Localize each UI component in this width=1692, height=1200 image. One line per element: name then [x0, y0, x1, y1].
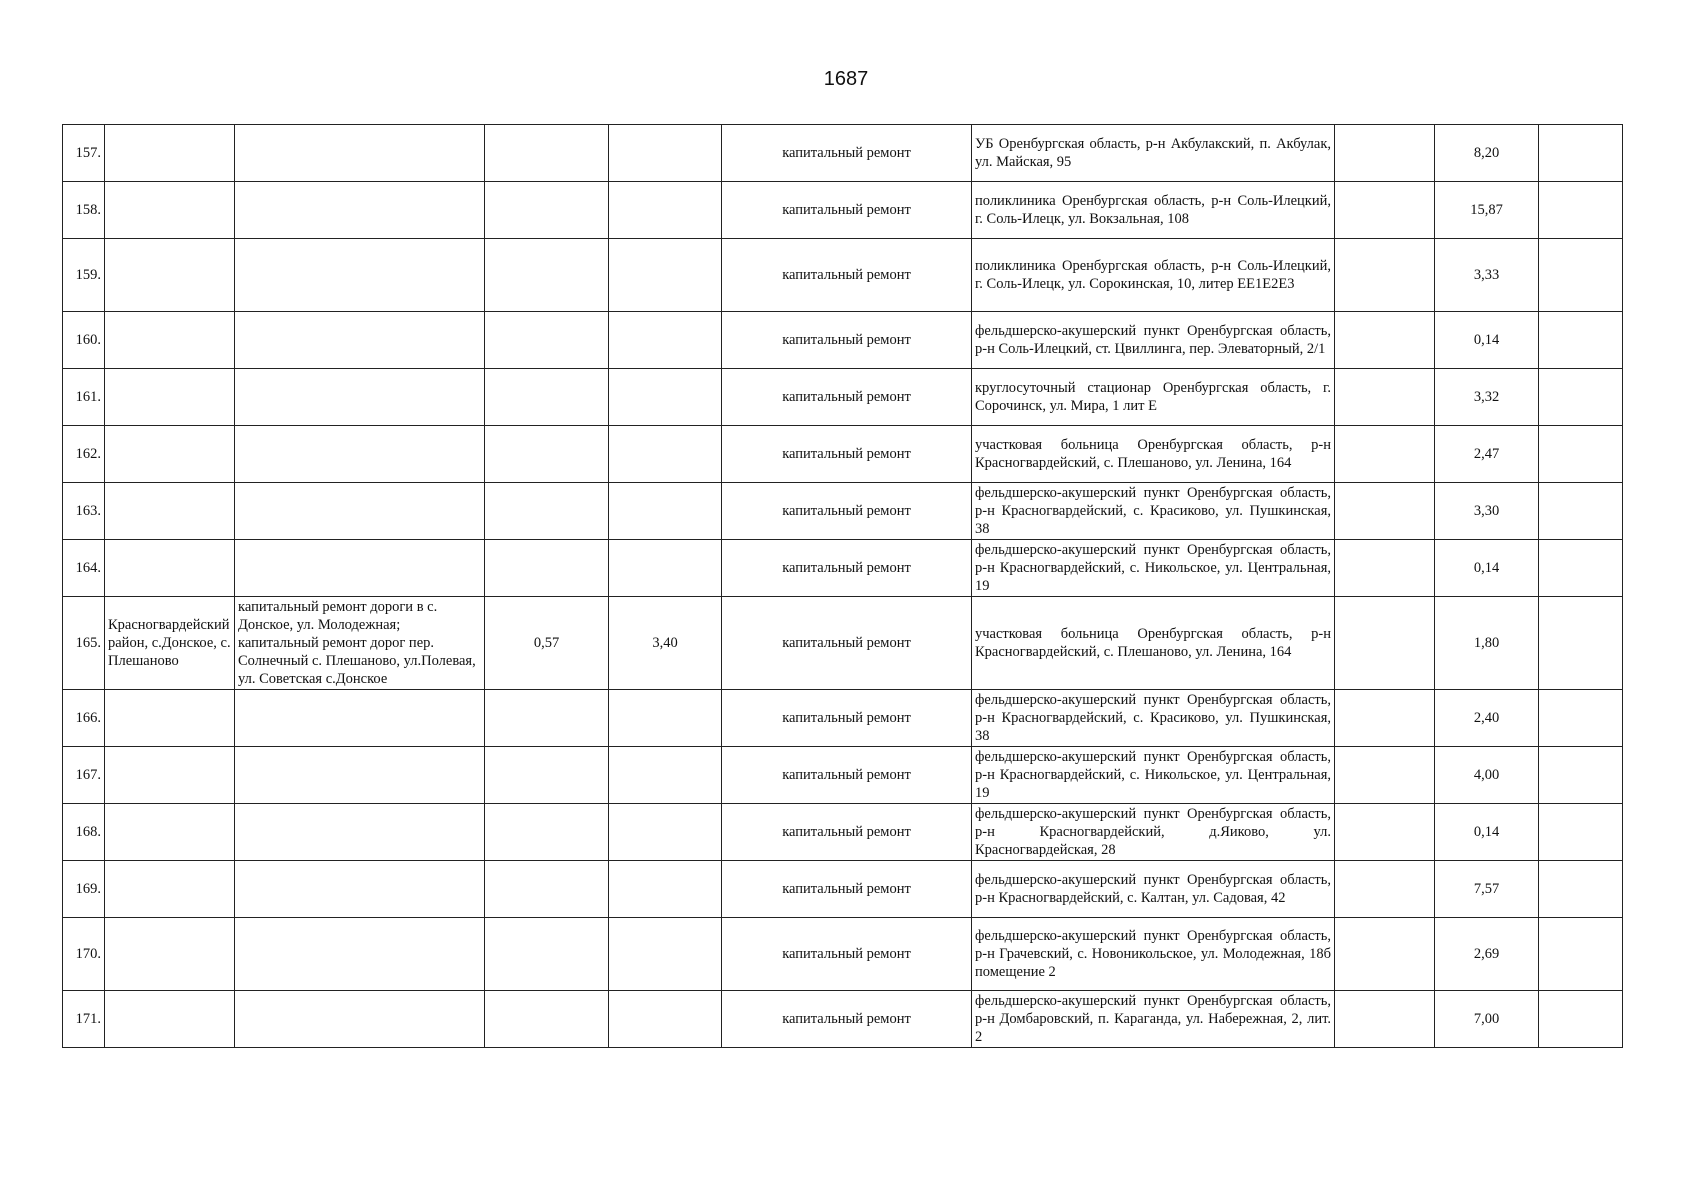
empty-cell — [1539, 426, 1623, 483]
row-number: 164. — [63, 540, 105, 597]
length-cell — [485, 239, 609, 312]
table-row — [63, 540, 1623, 597]
district-cell — [105, 182, 235, 239]
empty-cell — [1539, 804, 1623, 861]
register-table — [62, 124, 1623, 1048]
length-cell — [485, 804, 609, 861]
empty-cell — [1539, 690, 1623, 747]
empty-cell — [1335, 426, 1435, 483]
table-row — [63, 125, 1623, 182]
row-number: 170. — [63, 918, 105, 991]
cost-cell — [609, 426, 722, 483]
length-cell — [485, 312, 609, 369]
empty-cell — [1335, 125, 1435, 182]
road-works-cell — [235, 690, 485, 747]
row-number: 160. — [63, 312, 105, 369]
district-cell — [105, 239, 235, 312]
table-row — [63, 426, 1623, 483]
district-cell — [105, 125, 235, 182]
road-works-cell — [235, 239, 485, 312]
empty-cell — [1539, 747, 1623, 804]
object-address-cell: участковая больница Оренбургская область, р-н Красногвардейский, с. Плешаново, ул. Ленина, 164 — [972, 426, 1335, 483]
work-type-cell: капитальный ремонт — [722, 747, 972, 804]
empty-cell — [1539, 312, 1623, 369]
empty-cell — [1335, 312, 1435, 369]
cost-cell — [609, 540, 722, 597]
road-works-cell: капитальный ремонт дороги в с. Донское, ул. Молодежная; капитальный ремонт дорог пер. Солнечный с. Плешаново, ул.Полевая, ул. Советская с.Донское — [235, 597, 485, 690]
road-works-cell — [235, 747, 485, 804]
work-type-cell: капитальный ремонт — [722, 597, 972, 690]
cost-cell: 3,40 — [609, 597, 722, 690]
length-cell — [485, 483, 609, 540]
road-works-cell — [235, 483, 485, 540]
district-cell — [105, 804, 235, 861]
row-number: 157. — [63, 125, 105, 182]
table-row — [63, 597, 1623, 690]
object-address-cell: фельдшерско-акушерский пункт Оренбургская область, р-н Красногвардейский, с. Красиково, ул. Пушкинская, 38 — [972, 483, 1335, 540]
empty-cell — [1335, 369, 1435, 426]
cost-cell — [609, 239, 722, 312]
empty-cell — [1335, 804, 1435, 861]
empty-cell — [1539, 369, 1623, 426]
length-cell — [485, 918, 609, 991]
table-row — [63, 483, 1623, 540]
row-number: 166. — [63, 690, 105, 747]
table-row — [63, 747, 1623, 804]
length-cell — [485, 690, 609, 747]
value-cell: 1,80 — [1435, 597, 1539, 690]
length-cell — [485, 182, 609, 239]
length-cell — [485, 747, 609, 804]
length-cell — [485, 540, 609, 597]
work-type-cell: капитальный ремонт — [722, 239, 972, 312]
value-cell: 3,33 — [1435, 239, 1539, 312]
empty-cell — [1335, 483, 1435, 540]
road-works-cell — [235, 426, 485, 483]
page-number: 1687 — [823, 68, 869, 90]
value-cell: 2,69 — [1435, 918, 1539, 991]
road-works-cell — [235, 312, 485, 369]
district-cell — [105, 690, 235, 747]
empty-cell — [1539, 483, 1623, 540]
work-type-cell: капитальный ремонт — [722, 125, 972, 182]
district-cell — [105, 369, 235, 426]
value-cell: 3,30 — [1435, 483, 1539, 540]
value-cell: 0,14 — [1435, 804, 1539, 861]
empty-cell — [1335, 182, 1435, 239]
object-address-cell: фельдшерско-акушерский пункт Оренбургская область, р-н Красногвардейский, с. Красиково, ул. Пушкинская, 38 — [972, 690, 1335, 747]
road-works-cell — [235, 861, 485, 918]
work-type-cell: капитальный ремонт — [722, 918, 972, 991]
table-row — [63, 861, 1623, 918]
empty-cell — [1335, 991, 1435, 1048]
value-cell: 0,14 — [1435, 540, 1539, 597]
work-type-cell: капитальный ремонт — [722, 991, 972, 1048]
cost-cell — [609, 125, 722, 182]
table-row — [63, 690, 1623, 747]
road-works-cell — [235, 918, 485, 991]
length-cell — [485, 861, 609, 918]
value-cell: 0,14 — [1435, 312, 1539, 369]
object-address-cell: УБ Оренбургская область, р-н Акбулакский, п. Акбулак, ул. Майская, 95 — [972, 125, 1335, 182]
length-cell — [485, 426, 609, 483]
district-cell — [105, 991, 235, 1048]
length-cell — [485, 991, 609, 1048]
empty-cell — [1539, 182, 1623, 239]
object-address-cell: фельдшерско-акушерский пункт Оренбургская область, р-н Красногвардейский, с. Никольское, ул. Центральная, 19 — [972, 540, 1335, 597]
work-type-cell: капитальный ремонт — [722, 483, 972, 540]
row-number: 165. — [63, 597, 105, 690]
district-cell — [105, 540, 235, 597]
empty-cell — [1539, 861, 1623, 918]
cost-cell — [609, 483, 722, 540]
object-address-cell: фельдшерско-акушерский пункт Оренбургская область, р-н Красногвардейский, с. Никольское, ул. Центральная, 19 — [972, 747, 1335, 804]
object-address-cell: фельдшерско-акушерский пункт Оренбургская область, р-н Соль-Илецкий, ст. Цвиллинга, пер. Элеваторный, 2/1 — [972, 312, 1335, 369]
empty-cell — [1539, 991, 1623, 1048]
empty-cell — [1539, 540, 1623, 597]
empty-cell — [1335, 239, 1435, 312]
table-row — [63, 369, 1623, 426]
cost-cell — [609, 690, 722, 747]
object-address-cell: круглосуточный стационар Оренбургская область, г. Сорочинск, ул. Мира, 1 лит Е — [972, 369, 1335, 426]
cost-cell — [609, 861, 722, 918]
table-row — [63, 239, 1623, 312]
empty-cell — [1335, 597, 1435, 690]
road-works-cell — [235, 804, 485, 861]
work-type-cell: капитальный ремонт — [722, 312, 972, 369]
empty-cell — [1335, 861, 1435, 918]
empty-cell — [1335, 747, 1435, 804]
table-row — [63, 991, 1623, 1048]
empty-cell — [1539, 239, 1623, 312]
value-cell: 8,20 — [1435, 125, 1539, 182]
empty-cell — [1539, 125, 1623, 182]
district-cell — [105, 483, 235, 540]
cost-cell — [609, 312, 722, 369]
object-address-cell: поликлиника Оренбургская область, р-н Соль-Илецкий, г. Соль-Илецк, ул. Сорокинская, 10, литер ЕЕ1Е2Е3 — [972, 239, 1335, 312]
district-cell — [105, 918, 235, 991]
work-type-cell: капитальный ремонт — [722, 426, 972, 483]
district-cell — [105, 426, 235, 483]
value-cell: 3,32 — [1435, 369, 1539, 426]
table-body — [63, 125, 1623, 1048]
road-works-cell — [235, 369, 485, 426]
work-type-cell: капитальный ремонт — [722, 804, 972, 861]
work-type-cell: капитальный ремонт — [722, 540, 972, 597]
cost-cell — [609, 804, 722, 861]
object-address-cell: участковая больница Оренбургская область, р-н Красногвардейский, с. Плешаново, ул. Ленина, 164 — [972, 597, 1335, 690]
empty-cell — [1539, 597, 1623, 690]
length-cell — [485, 369, 609, 426]
empty-cell — [1539, 918, 1623, 991]
object-address-cell: фельдшерско-акушерский пункт Оренбургская область, р-н Домбаровский, п. Караганда, ул. Набережная, 2, лит. 2 — [972, 991, 1335, 1048]
table-row — [63, 312, 1623, 369]
empty-cell — [1335, 690, 1435, 747]
cost-cell — [609, 747, 722, 804]
district-cell — [105, 312, 235, 369]
row-number: 159. — [63, 239, 105, 312]
length-cell: 0,57 — [485, 597, 609, 690]
object-address-cell: фельдшерско-акушерский пункт Оренбургская область, р-н Грачевский, с. Новоникольское, ул. Молодежная, 18б помещение 2 — [972, 918, 1335, 991]
row-number: 168. — [63, 804, 105, 861]
length-cell — [485, 125, 609, 182]
district-cell — [105, 861, 235, 918]
table-row — [63, 918, 1623, 991]
district-cell — [105, 747, 235, 804]
value-cell: 7,00 — [1435, 991, 1539, 1048]
work-type-cell: капитальный ремонт — [722, 690, 972, 747]
table-row — [63, 804, 1623, 861]
work-type-cell: капитальный ремонт — [722, 182, 972, 239]
row-number: 161. — [63, 369, 105, 426]
object-address-cell: поликлиника Оренбургская область, р-н Соль-Илецкий, г. Соль-Илецк, ул. Вокзальная, 108 — [972, 182, 1335, 239]
row-number: 171. — [63, 991, 105, 1048]
value-cell: 4,00 — [1435, 747, 1539, 804]
table-row — [63, 182, 1623, 239]
road-works-cell — [235, 540, 485, 597]
object-address-cell: фельдшерско-акушерский пункт Оренбургская область, р-н Красногвардейский, с. Калтан, ул. Садовая, 42 — [972, 861, 1335, 918]
empty-cell — [1335, 918, 1435, 991]
work-type-cell: капитальный ремонт — [722, 369, 972, 426]
value-cell: 2,47 — [1435, 426, 1539, 483]
district-cell: Красногвардейский район, с.Донское, с. Плешаново — [105, 597, 235, 690]
value-cell: 15,87 — [1435, 182, 1539, 239]
cost-cell — [609, 182, 722, 239]
row-number: 162. — [63, 426, 105, 483]
cost-cell — [609, 918, 722, 991]
row-number: 167. — [63, 747, 105, 804]
row-number: 169. — [63, 861, 105, 918]
cost-cell — [609, 369, 722, 426]
empty-cell — [1335, 540, 1435, 597]
road-works-cell — [235, 125, 485, 182]
road-works-cell — [235, 991, 485, 1048]
work-type-cell: капитальный ремонт — [722, 861, 972, 918]
value-cell: 7,57 — [1435, 861, 1539, 918]
row-number: 158. — [63, 182, 105, 239]
object-address-cell: фельдшерско-акушерский пункт Оренбургская область, р-н Красногвардейский, д.Яиково, ул. Красногвардейская, 28 — [972, 804, 1335, 861]
road-works-cell — [235, 182, 485, 239]
value-cell: 2,40 — [1435, 690, 1539, 747]
cost-cell — [609, 991, 722, 1048]
row-number: 163. — [63, 483, 105, 540]
